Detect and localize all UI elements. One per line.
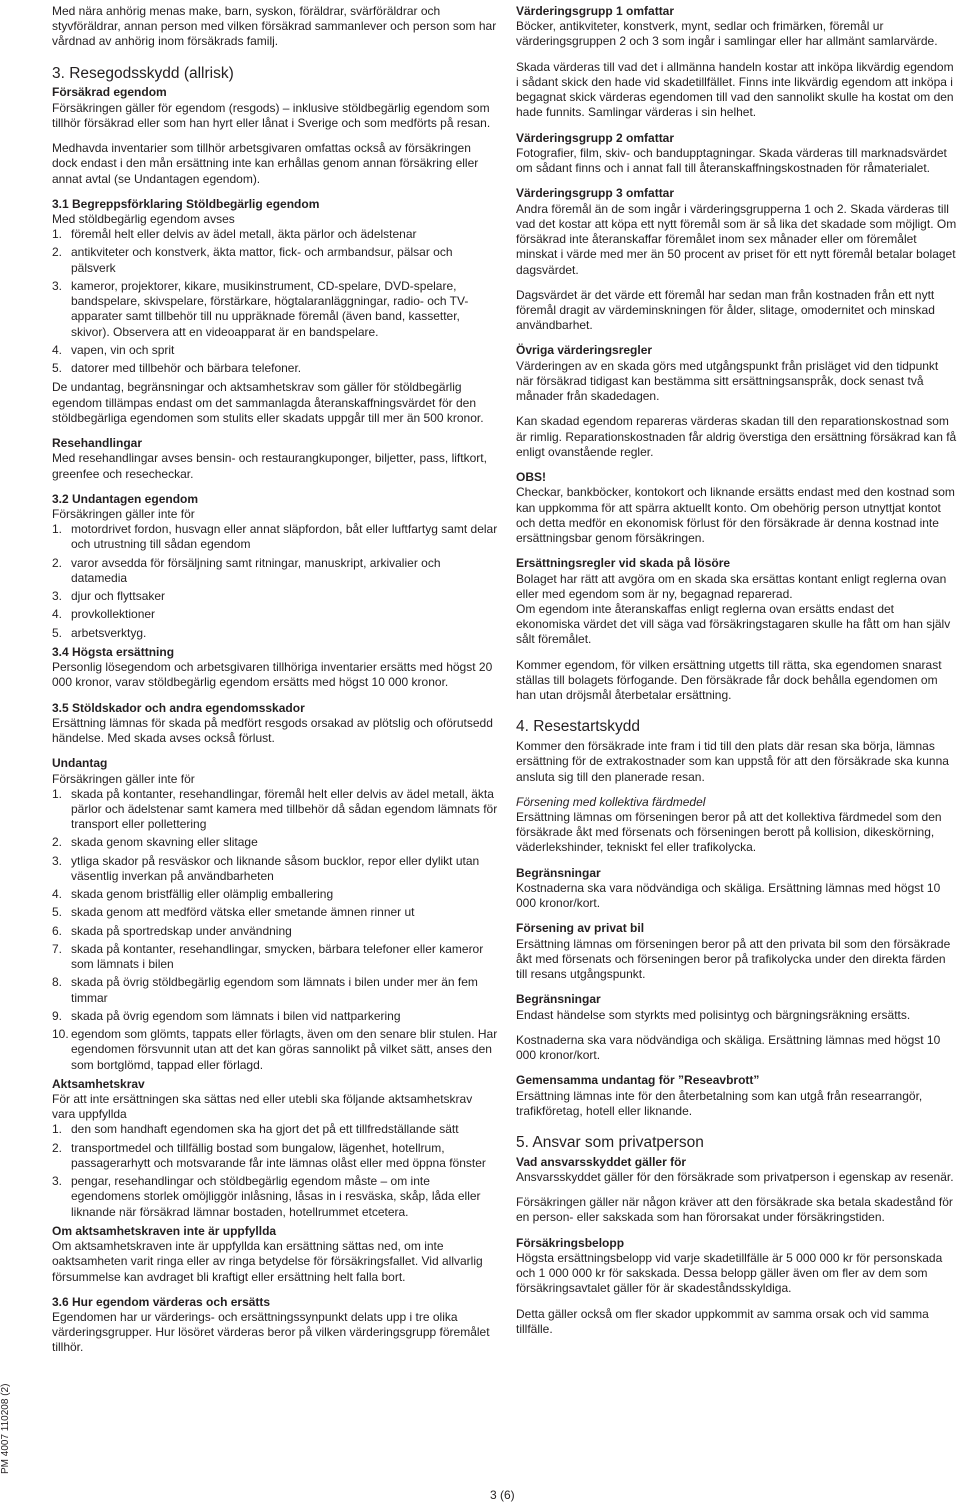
list-item-text: skada på sportredskap under användning <box>71 923 292 938</box>
section-3-2-lead: Försäkringen gäller inte för <box>52 507 195 521</box>
list-item <box>52 589 498 604</box>
resehandlingar-heading: Resehandlingar <box>52 436 143 451</box>
begransningar-paragraph-1: Kostnaderna ska vara nödvändiga och skäliga. Ersättning lämnas med högst 10 000 kronor/kort. <box>516 880 941 911</box>
list-item-text: djur och flyttsaker <box>71 589 166 604</box>
list-item-text: pengar, resehandlingar och stöldbegärlig egendom måste – om inte egendomens storlek omöjliggör inlåsning, låsas in i resväska, skåp, låda eller liknande när försäkrad lämnar bostaden, hotellrummet etcetera. <box>71 1174 481 1219</box>
list-item-number: 1. <box>52 522 63 537</box>
vg1-paragraph-2: Skada värderas till vad det i allmänna handeln kostar att inköpa likvärdig egendom i sådant skick den hade vid skadetillfället. Finns inte likvärdig egendom att inköpa i begagnat skick värderas egendomen till vad den sannolikt skulle ha kostat om den hade funnits. Samlingar värderas i sin helhet. <box>516 59 954 120</box>
list-item-text: varor avsedda för försäljning samt ritningar, manuskript, arkivalier och datamedia <box>71 555 441 585</box>
document-code: PM 4007 110208 (2) <box>0 1383 11 1474</box>
anhorig-definition: Med nära anhörig menas make, barn, syskon, föräldrar, svärföräldrar och styvföräldrar, annan person med vilken försäkrad sammanlever och person som har vårdnad av anhörig inom försäkrads familj. <box>52 4 497 49</box>
undantag-lead: Försäkringen gäller inte för <box>52 771 195 786</box>
list-item <box>52 854 498 884</box>
ersattningsregler-paragraph-2: Om egendom inte återanskaffas enligt reglerna ovan ersätts endast det ekonomiska värdet det vill säga vad försäkringstagaren skulle ha fått om han själv sålt föremålet. <box>516 601 951 647</box>
section-3-6-title: 3.6 Hur egendom värderas och ersätts <box>52 1294 271 1309</box>
list-item-number: 2. <box>52 835 63 850</box>
list-item-number: 9. <box>52 1008 63 1023</box>
page-number: 3 (6) <box>490 1488 515 1502</box>
ovriga-paragraph-1: Värderingen av en skada görs med utgångspunkt från prisläget vid den tidpunkt när försäkrad tidigast kan bestämma sitt ersättningsanspråk, dock senast två månader från skadedagen. <box>516 358 939 404</box>
gemensamma-undantag-paragraph: Ersättning lämnas inte för den återbetalning som kan utgå från researrangör, trafikföretag, hotell eller liknande. <box>516 1088 923 1118</box>
list-item <box>52 607 498 622</box>
list-item <box>52 835 498 850</box>
list-item <box>52 1009 498 1024</box>
list-item-text: motordrivet fordon, husvagn eller annat släpfordon, båt eller luftfartyg samt delar och utrustning till sådan egendom <box>71 522 498 552</box>
undantagen-egendom-list <box>52 522 498 641</box>
section-4-paragraph: Kommer den försäkrade inte fram i tid till den plats där resan ska börja, lämnas ersättning för de extrakostnader som kan uppstå för att den försäkrade ska kunna ansluta sig till den planerade resan. <box>516 739 949 784</box>
forsening-kollektiva-heading: Försening med kollektiva färdmedel <box>516 794 706 809</box>
section-5-title: 5. Ansvar som privatperson <box>516 1133 704 1151</box>
list-item <box>52 1141 498 1171</box>
list-item <box>52 975 498 1005</box>
begransningar-paragraph-3: Kostnaderna ska vara nödvändiga och skäliga. Ersättning lämnas med högst 10 000 kronor/kort. <box>516 1032 941 1063</box>
om-aktsamhetskraven-paragraph: Om aktsamhetskraven inte är uppfyllda kan ersättning sättas ned, om inte oaktsamheten varit ringa eller av ringa betydelse för försäkringsfallet. Vid allvarlig försummelse kan avdraget bli kraftigt eller ersättning helt falla bort. <box>52 1239 483 1284</box>
section-3-paragraph-2: Medhavda inventarier som tillhör arbetsgivaren omfattas också av försäkringen dock endast i den mån ersättning inte kan erhållas genom annan försäkring eller annat avtal (se Undantagen egendom). <box>52 141 479 186</box>
list-item-text: kameror, projektorer, kikare, musikinstrument, CD-spelare, DVD-spelare, bandspelare, skivspelare, förstärkare, högtalaranläggningar, radio- och TV-apparater samt tillbehör till nu uppräknade föremål (även band, kassetter, skivor). Observera att en videoapparat är en bandspelare. <box>71 278 469 339</box>
stoldbegarlig-list <box>52 227 498 376</box>
list-item-number: 5. <box>52 905 63 920</box>
begransningar-heading-1: Begränsningar <box>516 865 601 880</box>
list-item <box>52 905 498 920</box>
list-item-text: skada genom att medförd vätska eller smetande ämnen rinner ut <box>71 905 415 920</box>
ovriga-paragraph-2: Kan skadad egendom repareras värderas skadan till den reparationskostnad som är rimlig. Reparationskostnaden får aldrig överstiga den ersättning försäkrad kan få enligt ovanstående regler. <box>516 414 957 459</box>
list-item-number: 3. <box>52 278 63 293</box>
list-item-text: datorer med tillbehör och bärbara telefoner. <box>71 361 302 376</box>
undantag-heading: Undantag <box>52 756 108 771</box>
list-item-number: 6. <box>52 923 63 938</box>
list-item <box>52 522 498 552</box>
list-item-number: 3. <box>52 589 63 604</box>
section-3-5-title: 3.5 Stöldskador och andra egendomsskador <box>52 700 305 715</box>
section-3-1-paragraph: De undantag, begränsningar och aktsamhetskrav som gäller för stöldbegärlig egendom tillämpas endast om det sammanlagda återanskaffningsvärdet för den stöldbegärliga egendomen som stulits eller skadats uppgår till mer än 500 kronor. <box>52 380 484 425</box>
list-item-number: 2. <box>52 1140 63 1155</box>
list-item <box>52 227 498 242</box>
section-3-2-title: 3.2 Undantagen egendom <box>52 491 199 506</box>
list-item-text: ytliga skador på resväskor och liknande såsom bucklor, repor eller dylikt utan väsentlig inverkan på användbarheten <box>71 853 480 883</box>
ersattningsregler-heading: Ersättningsregler vid skada på lösöre <box>516 556 731 571</box>
vad-ansvarsskyddet-heading: Vad ansvarsskyddet gäller för <box>516 1154 687 1169</box>
list-item <box>52 887 498 902</box>
list-item-number: 1. <box>52 227 63 242</box>
list-item-number: 5. <box>52 361 63 376</box>
aktsamhetskrav-list <box>52 1122 498 1219</box>
forsening-privat-bil-paragraph: Ersättning lämnas om förseningen beror på att den privata bil som den försäkrade åkt med försenats och förseningen beror på trafikolycka under den direkta färden till resans utgångspunkt. <box>516 936 951 982</box>
begransningar-heading-2: Begränsningar <box>516 992 601 1007</box>
list-item-number: 2. <box>52 555 63 570</box>
ovriga-varderingsregler-heading: Övriga värderingsregler <box>516 343 653 358</box>
aktsamhetskrav-heading: Aktsamhetskrav <box>52 1076 145 1091</box>
list-item <box>52 245 498 275</box>
list-item-text: egendom som glömts, tappats eller förlagts, även om den senare blir stulen. Har egendomen försvunnit utan att det kan göras sannolikt på vilket sätt, anses den som bortglömd, tappad eller förlagd. <box>71 1027 498 1072</box>
list-item-text: transportmedel och tillfällig bostad som bungalow, lägenhet, hotellrum, passagerarhytt och motsvarande får inte lämnas olåst eller med öppna fönster <box>71 1140 486 1170</box>
list-item-number: 3. <box>52 853 63 868</box>
obs-heading: OBS! <box>516 470 546 485</box>
list-item-number: 7. <box>52 941 63 956</box>
list-item-number: 3. <box>52 1174 63 1189</box>
list-item <box>52 924 498 939</box>
section-3-4-title: 3.4 Högsta ersättning <box>52 644 175 659</box>
list-item <box>52 343 498 358</box>
section-4-title: 4. Resestartskydd <box>516 718 641 736</box>
forsakringsbelopp-paragraph-2: Detta gäller också om fler skador uppkommit av samma orsak och vid samma tillfälle. <box>516 1306 929 1336</box>
list-item-text: skada genom bristfällig eller olämplig emballering <box>71 887 334 902</box>
forsening-privat-bil-heading: Försening av privat bil <box>516 921 645 936</box>
list-item-text: provkollektioner <box>71 607 156 622</box>
list-item <box>52 361 498 376</box>
forsening-kollektiva-paragraph: Ersättning lämnas om förseningen beror på att det kollektiva färdmedel som den försäkrade åkt med försenats och förseningen berott på kollision, dikeskörning, väderlekshinder, tekniskt fel eller trafikolycka. <box>516 809 942 855</box>
list-item-number: 4. <box>52 342 63 357</box>
section-3-1-lead: Med stöldbegärlig egendom avses <box>52 212 235 227</box>
vg3-heading: Värderingsgrupp 3 omfattar <box>516 186 675 201</box>
list-item-text: skada på kontanter, resehandlingar, smycken, bärbara telefoner eller kameror som lämnats i bilen <box>71 941 484 972</box>
list-item-number: 5. <box>52 625 63 640</box>
list-item <box>52 556 498 586</box>
vg2-paragraph: Fotografier, film, skiv- och bandupptagningar. Skada värderas till marknadsvärdet om sådant finns och i annat fall till återanskaffningskostnaden för råmaterialet. <box>516 145 947 176</box>
resehandlingar-paragraph: Med resehandlingar avses bensin- och restaurangkuponger, biljetter, pass, liftkort, greenfee och resecheckar. <box>52 451 487 481</box>
forsakringsbelopp-heading: Försäkringsbelopp <box>516 1235 625 1250</box>
list-item-number: 2. <box>52 245 63 260</box>
list-item <box>52 626 498 641</box>
vg1-paragraph-1: Böcker, antikviteter, konstverk, mynt, sedlar och frimärken, föremål ur värderingsgruppen 2 och 3 som ingår i samlingar eller har allmänt samlarvärde. <box>516 19 938 49</box>
list-item-text: föremål helt eller delvis av ädel metall, äkta pärlor och ädelstenar <box>71 227 417 242</box>
section-3-4-paragraph: Personlig lösegendom och arbetsgivaren tillhöriga inventarier ersätts med högst 20 000 kronor, varav stöldbegärlig egendom ersätts med högst 10 000 kronor. <box>52 660 493 690</box>
ersattningsregler-paragraph-3: Kommer egendom, för vilken ersättning utgetts till rätta, ska egendomen snarast ställas till bolagets förfogande. Den försäkrade får dock behålla egendomen om han utan dröjsmål återbetalar ersättning. <box>516 657 942 703</box>
forsakringsbelopp-paragraph-1: Högsta ersättningsbelopp vid varje skadetillfälle är 5 000 000 kr för personskada och 1 000 000 kr för sakskada. Dessa belopp gäller även om fler av dem som försäkringsavtalet gäller för är skadeståndsskyldiga. <box>516 1250 943 1296</box>
ersattningsregler-paragraph-1: Bolaget har rätt att avgöra om en skada ska ersättas kontant enligt reglerna ovan eller med egendom som är ny, begagnad reparerad. <box>516 571 947 601</box>
list-item-text: skada på övrig egendom som lämnats i bilen vid nattparkering <box>71 1008 401 1023</box>
list-item <box>52 1122 498 1137</box>
list-item-number: 1. <box>52 786 63 801</box>
vg1-heading: Värderingsgrupp 1 omfattar <box>516 4 675 18</box>
list-item-text: skada på övrig stöldbegärlig egendom som lämnats i bilen under mer än fem timmar <box>71 975 478 1005</box>
om-aktsamhetskraven-heading: Om aktsamhetskraven inte är uppfyllda <box>52 1223 277 1238</box>
vad-ansvarsskyddet-paragraph-1: Ansvarsskyddet gäller för den försäkrade som privatperson i egenskap av resenär. <box>516 1169 954 1184</box>
section-3-title: 3. Resegodsskydd (allrisk) <box>52 64 234 82</box>
list-item-text: antikviteter och konstverk, äkta mattor, fick- och armbandsur, pälsar och pälsverk <box>71 245 453 275</box>
list-item <box>52 1174 498 1220</box>
section-3-paragraph-1: Försäkringen gäller för egendom (resgods) – inklusive stöldbegärlig egendom som tillhör försäkrad eller som han hyrt eller lånat i Sverige och som medförts på resan. <box>52 100 491 130</box>
left-column <box>52 4 498 1366</box>
vad-ansvarsskyddet-paragraph-2: Försäkringen gäller när någon kräver att den försäkrade ska betala skadestånd för en person- eller sakskada som han förorsakat under försäkringstiden. <box>516 1195 953 1225</box>
vg2-heading: Värderingsgrupp 2 omfattar <box>516 130 675 145</box>
list-item <box>52 1027 498 1073</box>
aktsamhetskrav-lead: För att inte ersättningen ska sättas ned eller utebli ska följande aktsamhetskrav vara uppfyllda <box>52 1091 473 1122</box>
list-item-number: 10. <box>52 1027 69 1042</box>
list-item-number: 8. <box>52 975 63 990</box>
section-3-5-paragraph: Ersättning lämnas för skada på medfört resgods orsakad av plötslig och oförutsedd händelse. Med skada avses också förlust. <box>52 715 493 746</box>
list-item-text: skada genom skavning eller slitage <box>71 835 258 850</box>
list-item <box>52 279 498 340</box>
gemensamma-undantag-heading: Gemensamma undantag för ”Reseavbrott” <box>516 1073 760 1088</box>
vg3-paragraph-2: Dagsvärdet är det värde ett föremål har sedan man från kostnaden från ett nytt föremål dragit av värdeminskningen för ålder, slitage, omodernitet och minskad användbarhet. <box>516 287 935 333</box>
list-item-number: 4. <box>52 607 63 622</box>
begransningar-paragraph-2: Endast händelse som styrkts med polisintyg och bärgningsräkning ersätts. <box>516 1007 911 1022</box>
section-3-1-title: 3.1 Begreppsförklaring Stöldbegärlig egendom <box>52 196 320 211</box>
list-item-text: skada på kontanter, resehandlingar, föremål helt eller delvis av ädel metall, äkta pärlor och ädelstenar samt kamera med tillbehör då sådan egendom lämnats för transport eller pollettering <box>71 786 498 832</box>
undantag-list <box>52 787 498 1073</box>
list-item-number: 1. <box>52 1122 63 1137</box>
list-item-text: den som handhaft egendomen ska ha gjort det på ett tillfredställande sätt <box>71 1122 459 1137</box>
section-3-6-paragraph: Egendomen har ur värderings- och ersättningssynpunkt delats upp i tre olika värderingsgrupper. Hur lösöret värderas beror på vilken värderingsgrupp föremålet tillhör. <box>52 1310 490 1355</box>
list-item-text: arbetsverktyg. <box>71 625 147 640</box>
forsakrad-egendom-heading: Försäkrad egendom <box>52 85 167 100</box>
vg3-paragraph-1: Andra föremål än de som ingår i värderingsgrupperna 1 och 2. Skada värderas till vad det kostar att köpa ett nytt föremål som är så lika det skadade som möjligt. Om försäkrad inte återanskaffar föremålet inom sex månader eller om föremålet minskat i värde med mer än 50 procent av priset för ett nytt föremål betalar bolaget dagsvärdet. <box>516 201 957 277</box>
obs-paragraph: Checkar, bankböcker, kontokort och liknande ersätts endast med den kostnad som kan uppkomma för att spärra aktuellt konto. Om obehörig person utnyttjat kontot och detta medför en ekonomisk förlust för den försäkrade är denna kostnad inte ersättningsbar genom försäkringen. <box>516 485 955 546</box>
list-item-number: 4. <box>52 887 63 902</box>
list-item-text: vapen, vin och sprit <box>71 342 175 357</box>
right-column <box>516 4 958 1347</box>
list-item <box>52 942 498 972</box>
list-item <box>52 787 498 833</box>
